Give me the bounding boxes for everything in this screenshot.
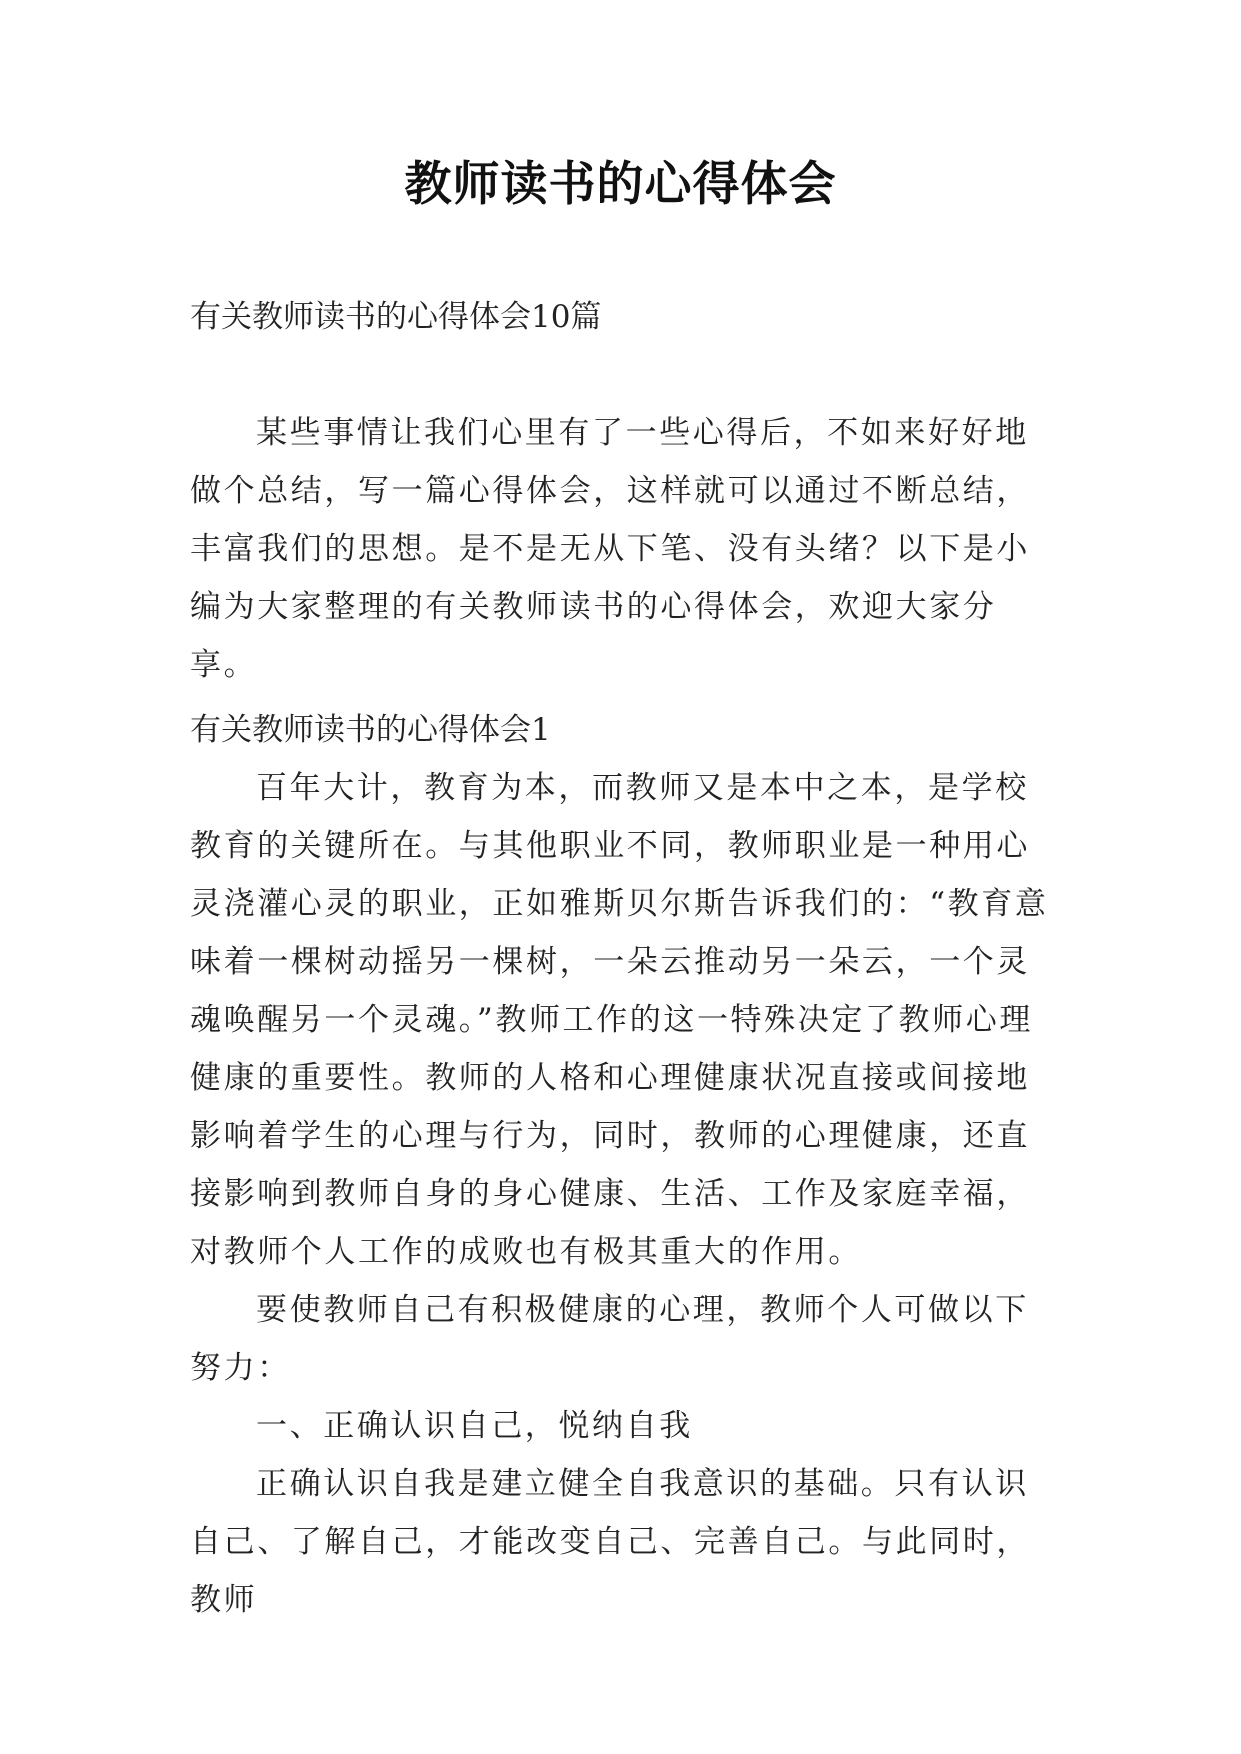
body-paragraph: 百年大计，教育为本，而教师又是本中之本，是学校教育的关键所在。与其他职业不同，教师职业是一种用心灵浇灌心灵的职业，正如雅斯贝尔斯告诉我们的：“教育意味着一棵树动摇另一棵树，一朵云推动另一朵云，一个灵魂唤醒另一个灵魂。”教师工作的这一特殊决定了教师心理健康的重要性。教师的人格和心理健康状况直接或间接地影响着学生的心理与行为，同时，教师的心理健康，还直接影响到教师自身的身心健康、生活、工作及家庭幸福，对教师个人工作的成败也有极其重大的作用。	[190, 770, 1049, 1270]
document-subtitle: 有关教师读书的心得体会10篇	[190, 299, 602, 335]
section-heading: 有关教师读书的心得体会1	[190, 712, 551, 748]
document-title: 教师读书的心得体会	[404, 157, 837, 212]
intro-paragraph: 某些事情让我们心里有了一些心得后，不如来好好地做个总结，写一篇心得体会，这样就可以通过不断总结，丰富我们的思想。是不是无从下笔、没有头绪？以下是小编为大家整理的有关教师读书的心得体会，欢迎大家分享。	[190, 415, 1030, 683]
body-paragraph: 要使教师自己有积极健康的心理，教师个人可做以下努力：	[190, 1292, 1029, 1386]
subheading-paragraph: 一、正确认识自己，悦纳自我	[256, 1408, 693, 1444]
section-body	[190, 759, 1060, 1629]
section-1	[190, 701, 1060, 1629]
body-paragraph: 正确认识自我是建立健全自我意识的基础。只有认识自己、了解自己，才能改变自己、完善自己。与此同时，教师	[190, 1466, 1030, 1618]
